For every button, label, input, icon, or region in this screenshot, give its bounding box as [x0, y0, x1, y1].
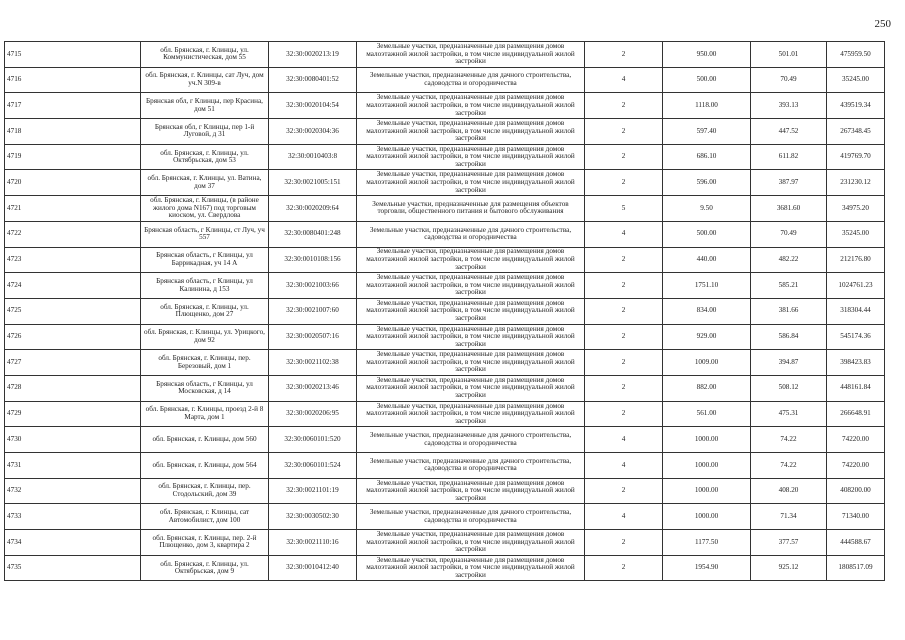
area-cell: 500.00 [663, 221, 751, 247]
land-use-cell: Земельные участки, предназначенные для дачного строительства, садоводства и огородничества [357, 453, 585, 479]
row-number-cell: 4733 [5, 504, 141, 530]
area-cell: 597.40 [663, 119, 751, 145]
row-number-cell: 4725 [5, 298, 141, 324]
cadastral-value-cell: 545174.36 [827, 324, 885, 350]
row-number-cell: 4723 [5, 247, 141, 273]
cadastral-value-cell: 212176.80 [827, 247, 885, 273]
specific-value-cell: 482.22 [751, 247, 827, 273]
land-use-cell: Земельные участки, предназначенные для дачного строительства, садоводства и огородничества [357, 67, 585, 93]
address-cell: обл. Брянская, г. Клинцы, дом 564 [141, 453, 269, 479]
use-group-code-cell: 2 [585, 119, 663, 145]
table-row [5, 298, 885, 324]
area-cell: 1954.90 [663, 555, 751, 581]
cadastral-value-cell: 35245.00 [827, 67, 885, 93]
area-cell: 596.00 [663, 170, 751, 196]
use-group-code-cell: 2 [585, 93, 663, 119]
specific-value-cell: 475.31 [751, 401, 827, 427]
specific-value-cell: 501.01 [751, 42, 827, 68]
row-number-cell: 4717 [5, 93, 141, 119]
table-row [5, 401, 885, 427]
cadastral-value-cell: 71340.00 [827, 504, 885, 530]
address-cell: обл. Брянская, г. Клинцы, ул. Ватина, дом 37 [141, 170, 269, 196]
use-group-code-cell: 2 [585, 375, 663, 401]
cadastral-value-cell: 475959.50 [827, 42, 885, 68]
cadastral-number-cell: 32:30:0080401:52 [269, 67, 357, 93]
land-use-cell: Земельные участки, предназначенные для размещения домов малоэтажной жилой застройки, в том числе индивидуальной жилой застройки [357, 478, 585, 504]
area-cell: 686.10 [663, 144, 751, 170]
use-group-code-cell: 2 [585, 350, 663, 376]
cadastral-number-cell: 32:30:0010412:40 [269, 555, 357, 581]
use-group-code-cell: 2 [585, 324, 663, 350]
area-cell: 834.00 [663, 298, 751, 324]
table-row [5, 453, 885, 479]
use-group-code-cell: 4 [585, 427, 663, 453]
table-row [5, 93, 885, 119]
land-use-cell: Земельные участки, предназначенные для размещения домов малоэтажной жилой застройки, в том числе индивидуальной жилой застройки [357, 298, 585, 324]
table-row [5, 273, 885, 299]
area-cell: 561.00 [663, 401, 751, 427]
table-row [5, 504, 885, 530]
row-number-cell: 4734 [5, 530, 141, 556]
cadastral-number-cell: 32:30:0020209:64 [269, 196, 357, 222]
table-row [5, 350, 885, 376]
use-group-code-cell: 4 [585, 504, 663, 530]
use-group-code-cell: 2 [585, 42, 663, 68]
use-group-code-cell: 4 [585, 453, 663, 479]
use-group-code-cell: 4 [585, 67, 663, 93]
cadastral-number-cell: 32:30:0020507:16 [269, 324, 357, 350]
cadastral-number-cell: 32:30:0010108:156 [269, 247, 357, 273]
table-row [5, 324, 885, 350]
table-row [5, 221, 885, 247]
table-row [5, 196, 885, 222]
area-cell: 440.00 [663, 247, 751, 273]
cadastral-number-cell: 32:30:0021005:151 [269, 170, 357, 196]
cadastral-number-cell: 32:30:0021003:66 [269, 273, 357, 299]
table-row [5, 375, 885, 401]
use-group-code-cell: 2 [585, 273, 663, 299]
specific-value-cell: 70.49 [751, 67, 827, 93]
cadastral-number-cell: 32:30:0020304:36 [269, 119, 357, 145]
specific-value-cell: 586.84 [751, 324, 827, 350]
address-cell: обл. Брянская, г. Клинцы, ул. Октябрьская, дом 53 [141, 144, 269, 170]
use-group-code-cell: 2 [585, 530, 663, 556]
use-group-code-cell: 2 [585, 170, 663, 196]
address-cell: обл. Брянская, г. Клинцы, пер. 2-й Плющенко, дом 3, квартира 2 [141, 530, 269, 556]
land-use-cell: Земельные участки, предназначенные для размещения домов малоэтажной жилой застройки, в том числе индивидуальной жилой застройки [357, 555, 585, 581]
row-number-cell: 4726 [5, 324, 141, 350]
area-cell: 1000.00 [663, 427, 751, 453]
cadastral-number-cell: 32:30:0020213:46 [269, 375, 357, 401]
area-cell: 1000.00 [663, 453, 751, 479]
cadastral-value-cell: 35245.00 [827, 221, 885, 247]
cadastral-number-cell: 32:30:0020104:54 [269, 93, 357, 119]
land-use-cell: Земельные участки, предназначенные для дачного строительства, садоводства и огородничества [357, 427, 585, 453]
cadastral-value-cell: 448161.84 [827, 375, 885, 401]
row-number-cell: 4729 [5, 401, 141, 427]
address-cell: обл. Брянская, г. Клинцы, ул. Урицкого, дом 92 [141, 324, 269, 350]
row-number-cell: 4724 [5, 273, 141, 299]
address-cell: обл. Брянская, г. Клинцы, сат Автомобилист, дом 100 [141, 504, 269, 530]
cadastral-value-cell: 266648.91 [827, 401, 885, 427]
cadastral-number-cell: 32:30:0030502:30 [269, 504, 357, 530]
cadastral-value-cell: 419769.70 [827, 144, 885, 170]
cadastral-value-cell: 74220.00 [827, 453, 885, 479]
area-cell: 1000.00 [663, 504, 751, 530]
area-cell: 1009.00 [663, 350, 751, 376]
address-cell: обл. Брянская, г. Клинцы, сат Луч, дом уч.N 309-в [141, 67, 269, 93]
row-number-cell: 4722 [5, 221, 141, 247]
area-cell: 1177.50 [663, 530, 751, 556]
table-row [5, 427, 885, 453]
use-group-code-cell: 2 [585, 247, 663, 273]
cadastral-value-cell: 231230.12 [827, 170, 885, 196]
address-cell: обл. Брянская, г. Клинцы, пер. Стодольский, дом 39 [141, 478, 269, 504]
address-cell: обл. Брянская, г. Клинцы, (в районе жилого дома N167) под торговым киоском, ул. Свердлова [141, 196, 269, 222]
use-group-code-cell: 2 [585, 298, 663, 324]
cadastral-value-cell: 74220.00 [827, 427, 885, 453]
area-cell: 929.00 [663, 324, 751, 350]
address-cell: Брянская область, г Клинцы, ул Калинина, д 153 [141, 273, 269, 299]
cadastral-number-cell: 32:30:0021101:19 [269, 478, 357, 504]
row-number-cell: 4718 [5, 119, 141, 145]
table-row [5, 478, 885, 504]
cadastral-value-cell: 318304.44 [827, 298, 885, 324]
area-cell: 1118.00 [663, 93, 751, 119]
row-number-cell: 4732 [5, 478, 141, 504]
cadastral-number-cell: 32:30:0060101:524 [269, 453, 357, 479]
cadastral-value-cell: 1024761.23 [827, 273, 885, 299]
area-cell: 1000.00 [663, 478, 751, 504]
specific-value-cell: 74.22 [751, 453, 827, 479]
address-cell: Брянская обл, г Клинцы, пер Красина, дом 51 [141, 93, 269, 119]
specific-value-cell: 71.34 [751, 504, 827, 530]
use-group-code-cell: 5 [585, 196, 663, 222]
table-body [5, 42, 885, 581]
land-use-cell: Земельные участки, предназначенные для дачного строительства, садоводства и огородничества [357, 504, 585, 530]
area-cell: 9.50 [663, 196, 751, 222]
cadastral-value-cell: 1808517.09 [827, 555, 885, 581]
use-group-code-cell: 4 [585, 221, 663, 247]
cadastral-number-cell: 32:30:0020206:95 [269, 401, 357, 427]
table-row [5, 67, 885, 93]
cadastral-value-table [4, 41, 885, 581]
cadastral-value-cell: 444588.67 [827, 530, 885, 556]
area-cell: 950.00 [663, 42, 751, 68]
land-use-cell: Земельные участки, предназначенные для размещения домов малоэтажной жилой застройки, в том числе индивидуальной жилой застройки [357, 401, 585, 427]
cadastral-number-cell: 32:30:0020213:19 [269, 42, 357, 68]
use-group-code-cell: 2 [585, 478, 663, 504]
row-number-cell: 4730 [5, 427, 141, 453]
cadastral-number-cell: 32:30:0021110:16 [269, 530, 357, 556]
specific-value-cell: 74.22 [751, 427, 827, 453]
area-cell: 500.00 [663, 67, 751, 93]
specific-value-cell: 508.12 [751, 375, 827, 401]
use-group-code-cell: 2 [585, 144, 663, 170]
specific-value-cell: 393.13 [751, 93, 827, 119]
address-cell: Брянская область, г Клинцы, ст Луч, уч 557 [141, 221, 269, 247]
land-use-cell: Земельные участки, предназначенные для размещения домов малоэтажной жилой застройки, в том числе индивидуальной жилой застройки [357, 247, 585, 273]
specific-value-cell: 408.20 [751, 478, 827, 504]
specific-value-cell: 394.87 [751, 350, 827, 376]
address-cell: обл. Брянская, г. Клинцы, проезд 2-й 8 Марта, дом 1 [141, 401, 269, 427]
use-group-code-cell: 2 [585, 401, 663, 427]
area-cell: 882.00 [663, 375, 751, 401]
land-use-cell: Земельные участки, предназначенные для размещения домов малоэтажной жилой застройки, в том числе индивидуальной жилой застройки [357, 273, 585, 299]
row-number-cell: 4716 [5, 67, 141, 93]
table-row [5, 144, 885, 170]
cadastral-number-cell: 32:30:0021007:60 [269, 298, 357, 324]
specific-value-cell: 3681.60 [751, 196, 827, 222]
row-number-cell: 4719 [5, 144, 141, 170]
table-row [5, 555, 885, 581]
land-use-cell: Земельные участки, предназначенные для размещения домов малоэтажной жилой застройки, в том числе индивидуальной жилой застройки [357, 530, 585, 556]
land-use-cell: Земельные участки, предназначенные для размещения домов малоэтажной жилой застройки, в том числе индивидуальной жилой застройки [357, 324, 585, 350]
address-cell: обл. Брянская, г. Клинцы, ул. Октябрьская, дом 9 [141, 555, 269, 581]
address-cell: обл. Брянская, г. Клинцы, ул. Плющенко, дом 27 [141, 298, 269, 324]
cadastral-number-cell: 32:30:0080401:248 [269, 221, 357, 247]
table-row [5, 170, 885, 196]
cadastral-value-cell: 439519.34 [827, 93, 885, 119]
table-row [5, 530, 885, 556]
table-row [5, 42, 885, 68]
address-cell: Брянская область, г Клинцы, ул Московская, д 14 [141, 375, 269, 401]
address-cell: обл. Брянская, г. Клинцы, ул. Коммунистическая, дом 55 [141, 42, 269, 68]
land-use-cell: Земельные участки, предназначенные для размещения домов малоэтажной жилой застройки, в том числе индивидуальной жилой застройки [357, 350, 585, 376]
row-number-cell: 4720 [5, 170, 141, 196]
row-number-cell: 4715 [5, 42, 141, 68]
specific-value-cell: 70.49 [751, 221, 827, 247]
row-number-cell: 4727 [5, 350, 141, 376]
address-cell: обл. Брянская, г. Клинцы, дом 560 [141, 427, 269, 453]
specific-value-cell: 925.12 [751, 555, 827, 581]
specific-value-cell: 585.21 [751, 273, 827, 299]
land-use-cell: Земельные участки, предназначенные для размещения домов малоэтажной жилой застройки, в том числе индивидуальной жилой застройки [357, 93, 585, 119]
specific-value-cell: 611.82 [751, 144, 827, 170]
land-use-cell: Земельные участки, предназначенные для размещения домов малоэтажной жилой застройки, в том числе индивидуальной жилой застройки [357, 42, 585, 68]
address-cell: Брянская обл, г Клинцы, пер 1-й Луговой, д 31 [141, 119, 269, 145]
specific-value-cell: 377.57 [751, 530, 827, 556]
cadastral-value-cell: 408200.00 [827, 478, 885, 504]
land-use-cell: Земельные участки, предназначенные для размещения домов малоэтажной жилой застройки, в том числе индивидуальной жилой застройки [357, 375, 585, 401]
land-use-cell: Земельные участки, предназначенные для размещения объектов торговли, общественного питания и бытового обслуживания [357, 196, 585, 222]
cadastral-number-cell: 32:30:0060101:520 [269, 427, 357, 453]
row-number-cell: 4731 [5, 453, 141, 479]
cadastral-number-cell: 32:30:0021102:38 [269, 350, 357, 376]
table-row [5, 119, 885, 145]
specific-value-cell: 387.97 [751, 170, 827, 196]
cadastral-value-cell: 267348.45 [827, 119, 885, 145]
land-use-cell: Земельные участки, предназначенные для дачного строительства, садоводства и огородничества [357, 221, 585, 247]
specific-value-cell: 381.66 [751, 298, 827, 324]
row-number-cell: 4728 [5, 375, 141, 401]
page-number: 250 [874, 18, 891, 30]
area-cell: 1751.10 [663, 273, 751, 299]
address-cell: обл. Брянская, г. Клинцы, пер. Березовый, дом 1 [141, 350, 269, 376]
land-use-cell: Земельные участки, предназначенные для размещения домов малоэтажной жилой застройки, в том числе индивидуальной жилой застройки [357, 170, 585, 196]
cadastral-value-cell: 34975.20 [827, 196, 885, 222]
specific-value-cell: 447.52 [751, 119, 827, 145]
cadastral-number-cell: 32:30:0010403:8 [269, 144, 357, 170]
use-group-code-cell: 2 [585, 555, 663, 581]
row-number-cell: 4721 [5, 196, 141, 222]
land-use-cell: Земельные участки, предназначенные для размещения домов малоэтажной жилой застройки, в том числе индивидуальной жилой застройки [357, 119, 585, 145]
table-row [5, 247, 885, 273]
row-number-cell: 4735 [5, 555, 141, 581]
land-use-cell: Земельные участки, предназначенные для размещения домов малоэтажной жилой застройки, в том числе индивидуальной жилой застройки [357, 144, 585, 170]
address-cell: Брянская область, г Клинцы, ул Баррикадная, уч 14 А [141, 247, 269, 273]
cadastral-value-cell: 398423.83 [827, 350, 885, 376]
